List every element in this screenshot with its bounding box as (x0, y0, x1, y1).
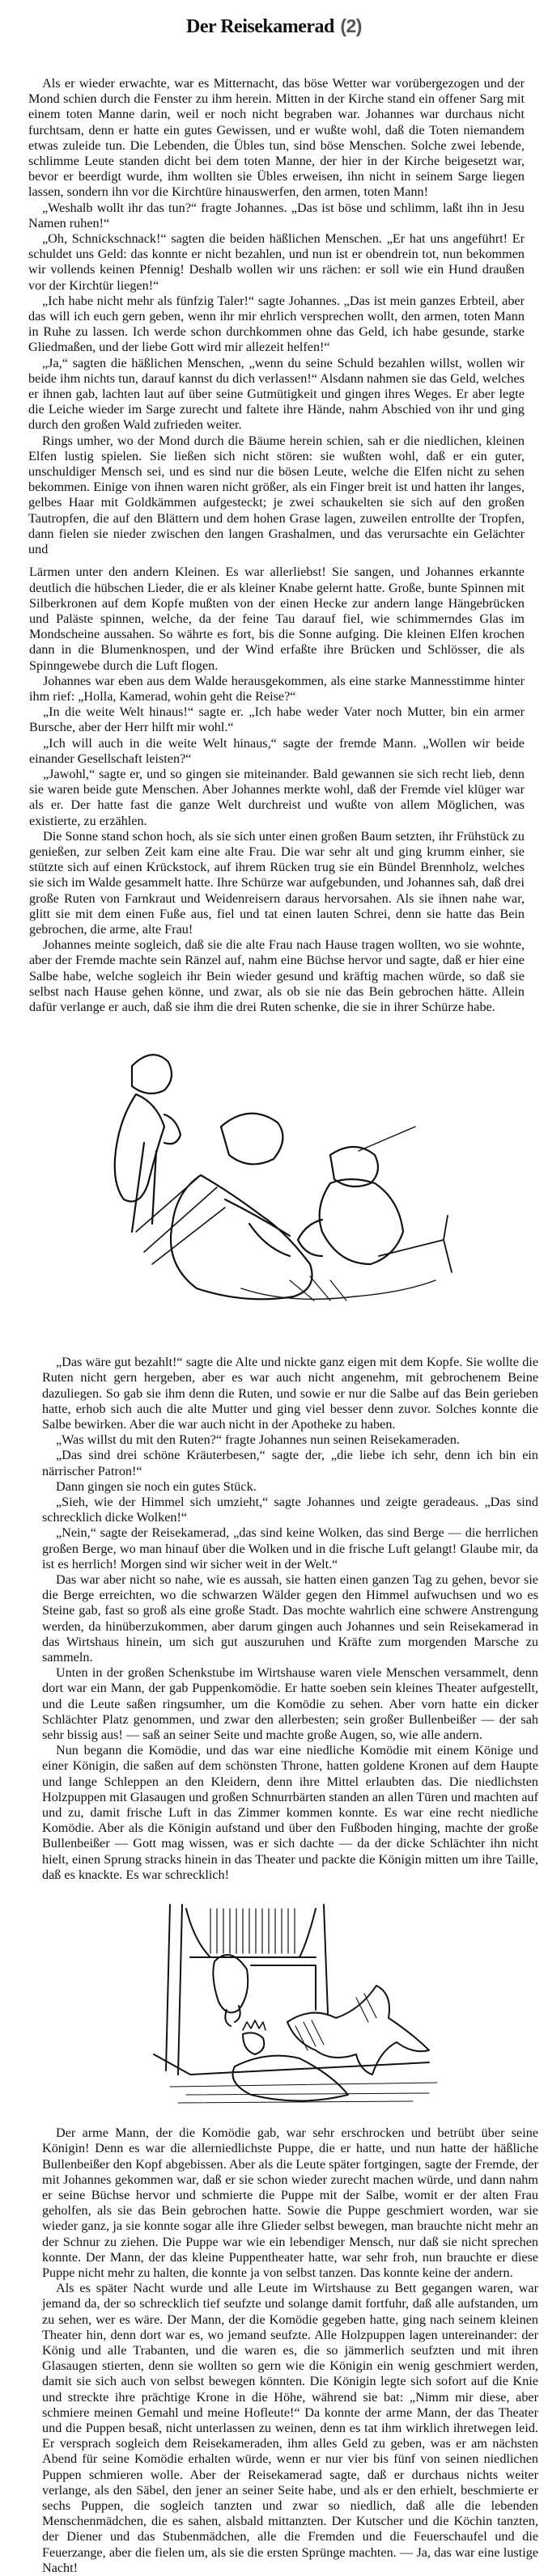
paragraph: „Oh, Schnickschnack!“ sagten die beiden häßlichen Menschen. „Er hat uns angeführt! Er schuldet uns Geld: das konnte er nicht bezahlen, und nun ist er obendrein tot, nun bekommen wir vollends keinen Pfennig! Deshalb wollen wir uns rächen: er soll wie ein Hund draußen vor der Kirchtür liegen!“ (28, 231, 525, 293)
paragraph: Nun begann die Komödie, und das war eine niedliche Komödie mit einem Könige und einer Königin, die saßen auf dem schönsten Throne, hatten goldene Kronen auf dem Haupte und lange Schleppen an den Kleidern, denn ihre Mittel erlaubten das. Die niedlichsten Holzpuppen mit Glasaugen und großen Schnurrbärten standen an allen Türen und machten auf und zu, damit frische Luft in das Zimmer kommen konnte. Es war eine recht niedliche Komödie. Aber als die Königin aufstand und über den Fußboden hinging, machte der große Bullenbeißer — Gott mag wissen, was er sich dachte — da der dicke Schlächter ihn nicht hielt, einen Sprung stracks hinein in das Theater und packte die Königin mitten um ihre Taille, daß es knackte. Es war schrecklich! (42, 1743, 538, 1882)
title-part-number: (2) (340, 15, 362, 36)
illustration-old-woman (87, 1038, 476, 1337)
paragraph: Dann gingen sie noch ein gutes Stück. (56, 1478, 257, 1494)
paragraph: „Ja,“ sagten die häßlichen Menschen, „wenn du seine Schuld bezahlen willst, wollen wir beide ihm nichts tun, darauf kannst du dich verlassen!“ Alsdann nahmen sie das Geld, welches er ihnen gab, lachten laut auf über seine Gutmütigkeit und gingen ihres Weges. Er aber legte die Leiche wieder im Sarge zurecht und faltete ihre Hände, nahm Abschied von ihr und ging durch den großen Wald zufrieden weiter. (28, 355, 525, 433)
paragraph: „Das wäre gut bezahlt!“ sagte die Alte und nickte ganz eigen mit dem Kopfe. Sie wollte die Ruten nicht gern hergeben, aber es war auch nicht angenehm, mit gebrochenem Beine dazuliegen. So gab sie ihm denn die Ruten, und sowie er nur die Salbe auf das Bein gerieben hatte, erhob sich auch die alte Mutter und ging viel besser denn zuvor. Solches konnte die Salbe bewirken. Aber die war auch nicht in der Apotheke zu haben. (42, 1355, 538, 1432)
paragraph: „Ich will auch in die weite Welt hinaus,“ sagte der fremde Mann. „Wollen wir beide einander Gesellschaft leisten?“ (29, 735, 525, 766)
paragraph: Johannes meinte sogleich, daß sie die alte Frau nach Hause tragen wollten, wo sie wohnte, aber der Fremde machte sein Ränzel auf, nahm eine Büchse hervor und sagte, daß er hier eine Salbe habe, welche sogleich ihr Bein wieder gesund und kräftig machen würde, so daß sie selbst nach Hause gehen könne, und zwar, als ob sie nie das Bein gebrochen hätte. Allein dafür verlange er auch, daß sie ihm die drei Ruten schenke, die sie in ihrer Schürze habe. (29, 937, 525, 1014)
paragraph: „Weshalb wollt ihr das tun?“ fragte Johannes. „Das ist böse und schlimm, laßt ihn in Jesu Namen ruhen!“ (28, 200, 525, 231)
paragraph: Das war aber nicht so nahe, wie es aussah, sie hatten einen ganzen Tag zu gehen, bevor sie die Berge erreichten, wo die schwarzen Wälder gegen den Himmel aufwuchsen und wo es Steine gab, fast so groß als eine große Stadt. Das mochte wahrlich eine schwere Anstrengung werden, da hinüberzukommen, aber darum gingen auch Johannes und sein Reisekamerad in das Wirtshaus hinein, um sich gut auszuruhen und Kräfte zum morgenden Marsche zu sammeln. (42, 1572, 538, 1665)
ink-drawing-icon (87, 1038, 476, 1337)
paragraph: „Sieh, wie der Himmel sich umzieht,“ sagte Johannes und zeigte geradeaus. „Das sind schrecklich dicke Wolken!“ (42, 1495, 538, 1525)
paragraph: Der arme Mann, der die Komödie gab, war sehr erschrocken und betrübt über seine Königin! Denn es war die allerniedlichste Puppe, die er hatte, und nun hatte der häßliche Bullenbeißer den Kopf abgebissen. Aber als die Leute später fortgingen, sagte der Fremde, der mit Johannes gekommen war, daß er sie schon wieder zurecht machen würde, und dann nahm er seine Büchse hervor und schmierte die Puppe mit der Salbe, womit er der alten Frau geholfen, als sie das Bein gebrochen hatte. Sowie die Puppe geschmiert worden, war sie wieder ganz, ja sie konnte sogar alle ihre Glieder selbst bewegen, man brauchte nicht mehr an der Schnur zu ziehen. Die Puppe war wie ein lebendiger Mensch, nur daß sie nicht sprechen konnte. Der Mann, der das kleine Puppentheater hatte, war sehr froh, nun brauchte er diese Puppe nicht mehr zu halten, die konnte ja von selbst tanzen. Das konnte keine der andern. (42, 2126, 538, 2280)
paragraph: „Was willst du mit den Ruten?“ fragte Johannes nun seinen Reisekameraden. (56, 1432, 461, 1448)
paragraph: Johannes war eben aus dem Walde herausgekommen, als eine starke Mannesstimme hinter ihm rief: „Holla, Kamerad, wohin geht die Reise?“ (29, 673, 525, 704)
paragraph: „Nein,“ sagte der Reisekamerad, „das sind keine Wolken, das sind Berge — die herrlichen großen Berge, wo man hinauf über die Wolken und in die frische Luft gelangt! Glaube mir, da ist es herrlich! Morgen sind wir sicher weit in der Welt.“ (42, 1525, 538, 1571)
paragraph: Als er wieder erwachte, war es Mitternacht, das böse Wetter war vorübergezogen und der Mond schien durch die Fenster zu ihm herein. Mitten in der Kirche stand ein offener Sarg mit einem toten Manne darin, weil er noch nicht begraben war. Johannes war durchaus nicht furchtsam, denn er hatte ein gutes Gewissen, und er wußte wohl, daß die Toten niemandem etwas zuleide tun. Die Lebenden, die Übles tun, sind böse Menschen. Solche zwei lebende, schlimme Leute standen dicht bei dem toten Manne, der hier in der Kirche beigesetzt war, bevor er beerdigt wurde, ihm wollten sie Übles erweisen, ihn nicht in seinem Sarge liegen lassen, sondern ihn vor die Kirchtüre hinauswerfen, den armen, toten Mann! (28, 76, 525, 200)
paragraph: „Das sind drei schöne Kräuterbesen,“ sagte der, „die liebe ich sehr, denn ich bin ein närrischer Patron!“ (42, 1448, 538, 1478)
page-seam (0, 557, 548, 563)
text-block-1 (28, 42, 525, 557)
paragraph: Rings umher, wo der Mond durch die Bäume herein schien, sah er die niedlichen, kleinen Elfen lustig spielen. Sie ließen sich nicht stören: sie wußten wohl, daß er ein guter, unschuldiger Mensch sei, und es sind nur die bösen Leute, welche die Elfen nicht zu sehen bekommen. Einige von ihnen waren nicht größer, als ein Finger breit ist und hatten ihr langes, gelbes Haar mit Goldkämmen aufgesteckt; je zwei schaukelten sie sich auf den großen Tautropfen, die auf den Blättern und dem hohen Grase lagen, zuweilen entrollte der Tropfen, dann fielen sie nieder zwischen den langen Grashalmen, und das verursachte ein Gelächter und (28, 433, 525, 557)
title-text: Der Reisekamerad (186, 16, 334, 37)
paragraph: Als es später Nacht wurde und alle Leute im Wirtshause zu Bett gegangen waren, war jemand da, der so schrecklich tief seufzte und solange damit fortfuhr, daß alle aufstanden, um zu sehen, wer es wäre. Der Mann, der die Komödie gegeben hatte, ging nach seinem kleinen Theater hin, denn dort war es, wo jemand seufzte. Alle Holzpuppen lagen untereinander: der König und alle Trabanten, und die waren es, die so jämmerlich seufzten und mit ihren Glasaugen stierten, denn sie wollten so gern wie die Königin ein wenig geschmiert werden, damit sie sich auch von selbst bewegen könnten. Die Königin legte sich sofort auf die Knie und streckte ihre prächtige Krone in die Höhe, während sie bat: „Nimm mir diese, aber schmiere meinen Gemahl und meine Hofleute!“ Da konnte der arme Mann, der das Theater und die Puppen besaß, nicht unterlassen zu weinen, denn es tat ihm wirklich ihretwegen leid. Er versprach sogleich dem Reisekameraden, ihm alles Geld zu geben, was er am nächsten Abend für seine Komödie erhalten würde, wenn er nur vier bis fünf von seinen niedlichen Puppen schmieren wolle. Aber der Reisekamerad sagte, daß er durchaus nichts weiter verlange, als den Säbel, den jener an seiner Seite habe, und als er den erhielt, beschmierte er sechs Puppen, die sogleich tanzten und zwar so niedlich, daß alle die lebenden Menschenmädchen, die es sahen, alsbald mittanzten. Der Kutscher und die Köchin tanzten, der Diener und das Stubenmädchen, alle die Fremden und die Feuerschaufel und die Feuerzange, aber die fielen um, als sie die ersten Sprünge machten. — Ja, das war eine lustige Nacht! (42, 2281, 538, 2575)
paragraph: Unten in der großen Schenkstube im Wirtshause waren viele Menschen versammelt, denn dort war ein Mann, der gab Puppenkomödie. Er hatte soeben sein kleines Theater aufgestellt, und die Leute saßen ringsumher, um die Komödie zu sehen. Aber vorn hatte ein dicker Schlächter Platz genommen, und zwar den allerbesten; sein großer Bullenbeißer — der sah sehr bissig aus! — saß an seiner Seite und machte große Augen, so, wie alle andern. (42, 1665, 538, 1743)
text-block-2 (29, 565, 525, 1015)
paragraph: Die Sonne stand schon hoch, als sie sich unter einen großen Baum setzten, ihr Frühstück zu genießen, zur selben Zeit kam eine alte Frau. Die war sehr alt und ging krumm einher, sie stützte sich auf einen Krückstock, auf ihrem Rücken trug sie ein Bündel Brennholz, welches sie sich im Walde gesammelt hatte. Ihre Schürze war aufgebunden, und Johannes sah, daß drei große Ruten von Farnkraut und Weidenreisern daraus hervorsahen. Als sie ihnen nahe war, glitt sie mit dem einen Fuße aus, fiel und tat einen lauten Schrei, denn sie hatte das Bein gebrochen, die arme, alte Frau! (29, 828, 525, 937)
page-title (0, 0, 548, 42)
text-block-3 (42, 1355, 538, 1883)
paragraph: „Jawohl,“ sagte er, und so gingen sie miteinander. Bald gewannen sie sich recht lieb, denn sie waren beide gute Menschen. Aber Johannes merkte wohl, daß der Fremde viel klüger war als er. Der hatte fast die ganze Welt durchreist und wußte von allem Möglichen, was existierte, zu erzählen. (29, 766, 525, 828)
paragraph: „In die weite Welt hinaus!“ sagte er. „Ich habe weder Vater noch Mutter, bin ein armer Bursche, aber der Herr hilft mir wohl.“ (29, 704, 525, 735)
paragraph: „Ich habe nicht mehr als fünfzig Taler!“ sagte Johannes. „Das ist mein ganzes Erbteil, aber das will ich euch gern geben, wenn ihr mir ehrlich versprechen wollt, den armen, toten Mann in Ruhe zu lassen. Ich werde schon durchkommen ohne das Geld, ich habe gesunde, starke Gliedmaßen, und der liebe Gott wird mir allezeit helfen!“ (28, 293, 525, 355)
text-block-4 (42, 2126, 538, 2576)
ink-drawing-icon (121, 1901, 445, 2109)
illustration-puppet-theater (121, 1901, 445, 2109)
paragraph-continuation: Lärmen unter den andern Kleinen. Es war allerliebst! Sie sangen, und Johannes erkannte deutlich die hübschen Lieder, die er als kleiner Knabe gelernt hatte. Große, bunte Spinnen mit Silberkronen auf dem Kopfe mußten von der einen Hecke zur andern lange Hängebrücken und Paläste spinnen, welche, da der feine Tau darauf fiel, wie schimmerndes Glas im Mondscheine aussahen. So währte es fort, bis die Sonne aufging. Die kleinen Elfen krochen dann in die Blumenknospen, und der Wind erfaßte ihre Brücken und Schlösser, die als Spinngewebe durch die Luft flogen. (29, 565, 525, 673)
